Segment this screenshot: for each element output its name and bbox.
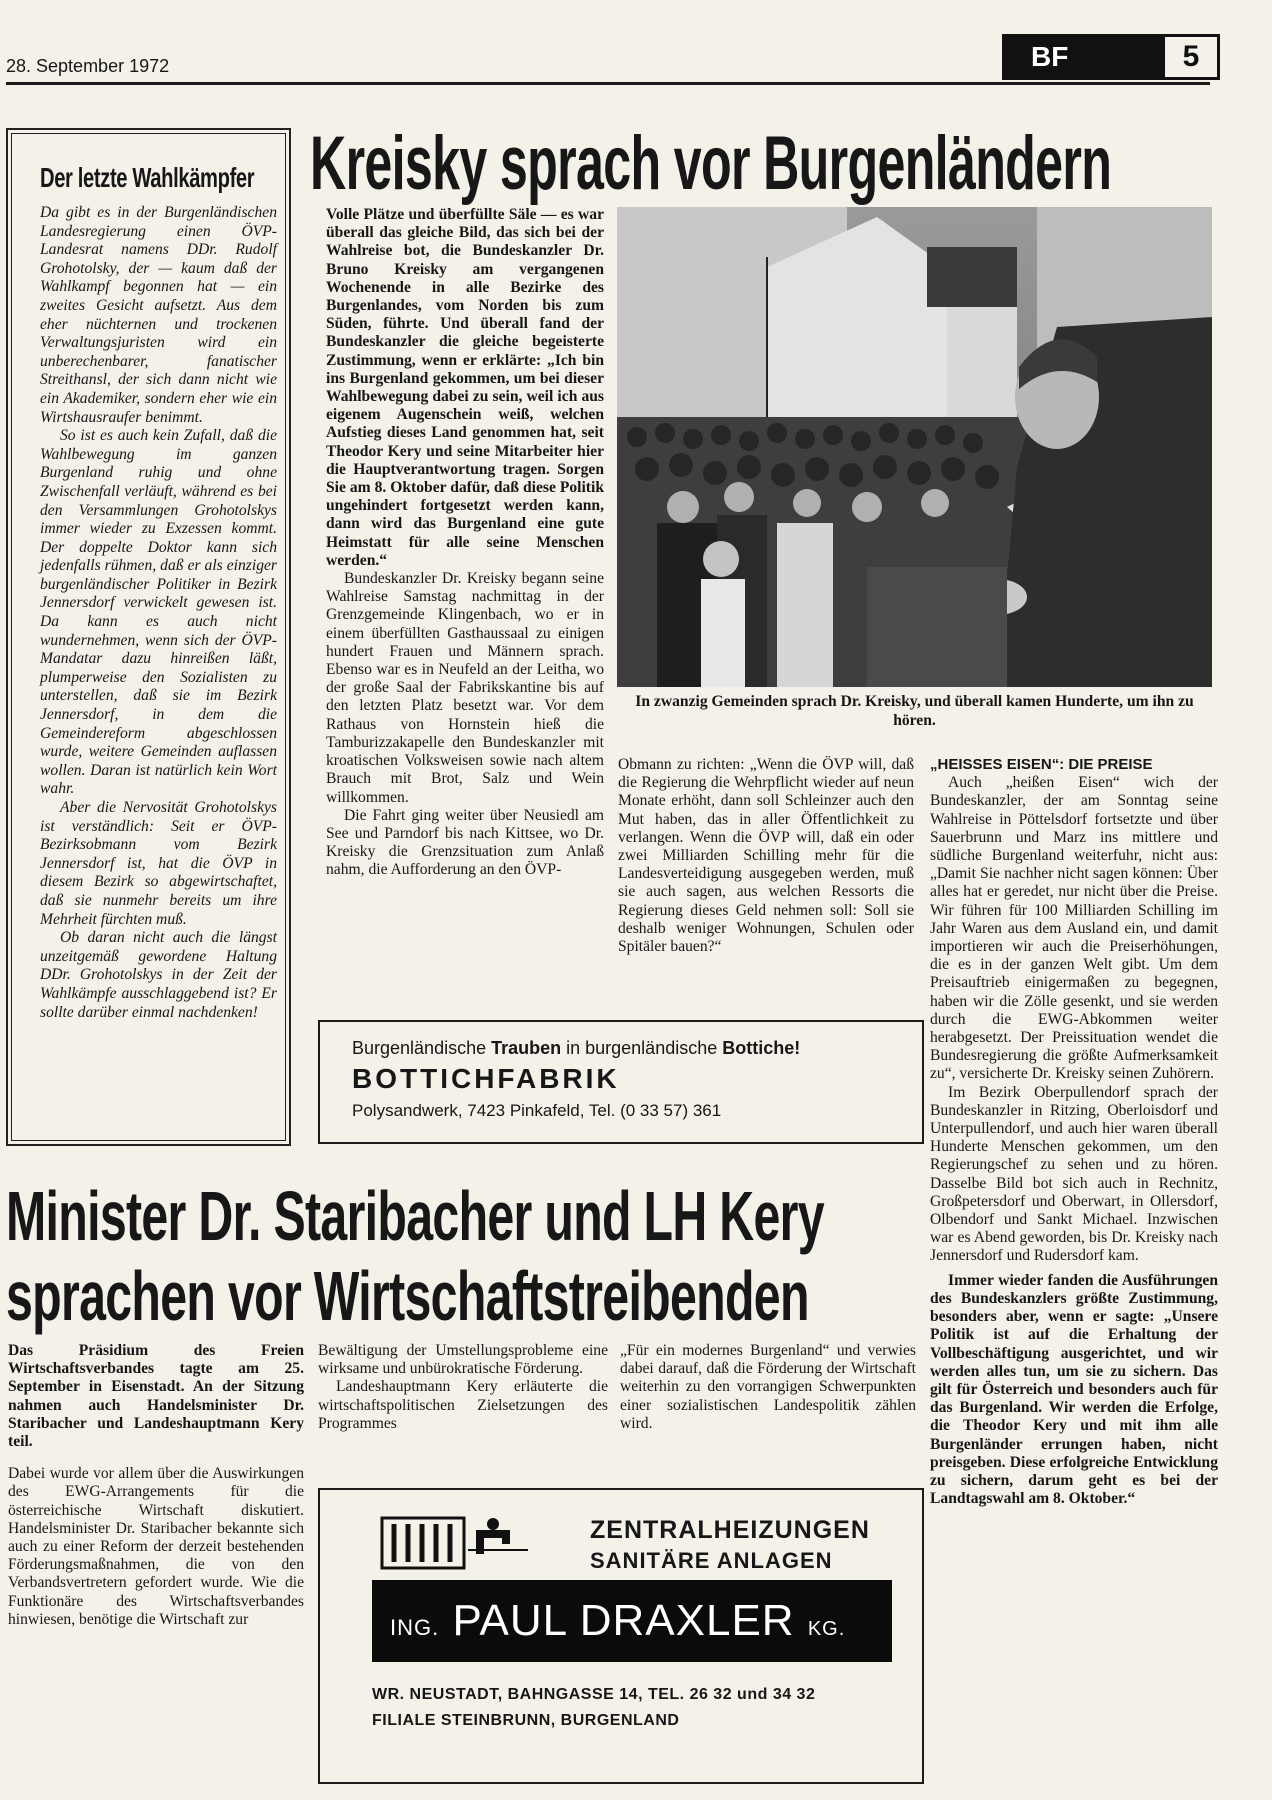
article2-paragraph: Dabei wurde vor allem über die Auswirkungen des EWG-Arrangements für die österreichische Wirtschaft diskutiert. Handelsminister Dr. Staribacher bekannte sich auch zu einer Reform der derzeit bestehenden Förderungsmaßnahmen, die von den Verbandsvertretern gefordert wurde. Wie die Funktionäre des Wirtschaftsverbandes hinwiesen, benötige die Wirtschaft zur (8, 1465, 304, 1628)
ad-address-branch: FILIALE STEINBRUNN, BURGENLAND (372, 1712, 680, 1729)
article2-paragraph: Bewältigung der Umstellungsprobleme eine wirksame und unbürokratische Förderung. (318, 1342, 608, 1378)
article-headline: Kreisky sprach vor Burgenländern (310, 121, 1112, 206)
section-label: BF (1031, 41, 1069, 72)
article2-column-3 (620, 1342, 916, 1433)
page-number: 5 (1162, 37, 1217, 77)
advertisement-draxler (318, 1488, 924, 1784)
ad-slogan-part: in burgenländische (561, 1038, 723, 1058)
ad-name-prefix: ING. (390, 1615, 440, 1640)
advertisement-bottichfabrik (318, 1020, 924, 1144)
issue-date: 28. September 1972 (6, 56, 170, 76)
commentary-paragraph: Da gibt es in der Burgenländischen Landesregierung einen ÖVP-Landesrat namens DDr. Rudolf Grohotolsky, der — kaum daß der Wahlkampf begonnen hat — ein zweites Gesicht aufsetzt. Aus dem eher nüchternen und trockenen Verwaltungsjuristen wird ein unberechenbarer, fanatischer Streithansl, der sich dann nicht wie ein Akademiker, sondern eher wie ein Wirtshausraufer benimmt. (40, 204, 277, 426)
article-lead: Volle Plätze und überfüllte Säle — es war überall das gleiche Bild, das sich bei der Wahlreise bot, die Bundeskanzler Dr. Bruno Kreisky am vergangenen Wochenende in alle Bezirke des Burgenlandes, vom Norden bis zum Süden, führte. Und überall fand der Bundeskanzler die gleiche begeisterte Zustimmung, wenn er erklärte: „Ich bin ins Burgenland gekommen, um bei dieser Wahlbewegung dabei zu sein, weil ich aus eigenem Augenschein weiß, welchen Aufstieg dieses Land genommen hat, seit Theodor Kery und seine Mitarbeiter hier die Hauptverantwortung tragen. Sorgen Sie am 8. Oktober dafür, daß diese Politik ungehindert fortgesetzt werden kann, dann wird das Burgenland eine gute Heimstatt für alle seine Menschen werden.“ (326, 206, 604, 569)
ad-line-heating: ZENTRALHEIZUNGEN (590, 1516, 870, 1544)
article2-paragraph: Landeshauptmann Kery erläuterte die wirtschaftspolitischen Zielsetzungen des Programmes (318, 1378, 608, 1432)
ad-name-main: PAUL DRAXLER (452, 1596, 795, 1645)
article2-headline (6, 1176, 824, 1336)
header-rule (6, 82, 1210, 85)
article-column-3 (930, 756, 1218, 1508)
commentary-paragraph: Aber die Nervosität Grohotolskys ist verständlich: Seit er ÖVP-Bezirksobmann vom Bezirk Jennersdorf ist, hat die ÖVP in diesem Bezirk so abgewirtschaftet, daß sie nunmehr bereits um ihre Mehrheit fürchten muß. (40, 799, 277, 928)
article-subheading: „HEISSES EISEN“: DIE PREISE (930, 756, 1153, 773)
article2-column-1 (8, 1342, 304, 1629)
page-marker (1002, 34, 1220, 80)
article2-paragraph: „Für ein modernes Burgenland“ und verwies dabei darauf, daß die Förderung der Wirtschaft weiterhin zu den vorrangigen Schwerpunkten einer sozialistischen Landespolitik zählen wird. (620, 1342, 916, 1432)
article2-column-2 (318, 1342, 608, 1433)
article2-lead: Das Präsidium des Freien Wirtschaftsverbandes tagte am 25. September in Eisenstadt. An der Sitzung nahmen auch Handelsminister Dr. Staribacher und Landeshauptmann Kery teil. (8, 1342, 304, 1451)
ad-slogan-part: Bottiche! (722, 1038, 801, 1058)
article-paragraph: Bundeskanzler Dr. Kreisky begann seine Wahlreise Samstag nachmittag in der Grenzgemeinde Klingenbach, wo er in einem überfüllten Gasthaussaal zu einigen hundert Frauen und Männern sprach. Ebenso war es in Neufeld an der Leitha, wo der große Saal der Fabrikskantine bis auf den letzten Platz besetzt war. Vor dem Rathaus von Hornstein hieß die Tamburizzakapelle den Bundeskanzler mit kroatischen Volksweisen sowie nach altem Brauch mit Brot, Salz und Wein willkommen. (326, 570, 604, 806)
commentary-box (6, 128, 291, 1146)
article-paragraph: Auch „heißen Eisen“ wich der Bundeskanzler, der am Sonntag seine Wahlreise in Pöttelsdorf fortsetzte und über Sauerbrunn und Marz ins mittlere und südliche Burgenland weiterfuhr, nicht aus: „Damit Sie nachher nicht sagen können: Über alles hat er geredet, nur nicht über die Preise. Wir führen für 100 Milliarden Schilling im Jahr Waren aus dem Ausland ein, und damit importieren wir auch die Preiserhöhungen, die es in der ganzen Welt gibt. Um dem Preisauftrieb einigermaßen zu begegnen, haben wir die Zölle gesenkt, und sie werden durch die EWG-Abkommen weiter herabgesetzt. Der Preissituation wendet die Bundesregierung die größte Aufmerksamkeit zu“, versicherte Dr. Kreisky seinen Zuhörern. (930, 774, 1218, 1083)
ad-line-sanitary: SANITÄRE ANLAGEN (590, 1548, 833, 1573)
commentary-text (40, 204, 277, 1022)
ad-company-name (390, 1596, 845, 1646)
article-paragraph: Obmann zu richten: „Wenn die ÖVP will, daß die Regierung die Wehrpflicht wieder auf neun Monate erhöht, dann soll Schleinzer auch den Mut haben, das in aller Öffentlichkeit zu verlangen. Wenn die ÖVP will, daß ein oder zwei Milliarden Schilling mehr für die Landesverteidigung ausgegeben werden, muß sie auch sagen, aus welchen Ressorts die Regierung dieses Geld nehmen soll: Soll sie deshalb weniger Wohnungen, Schulen oder Spitäler bauen?“ (618, 756, 914, 956)
ad-name-bar (372, 1580, 892, 1662)
article2-headline-line: Minister Dr. Staribacher und LH Kery (6, 1177, 824, 1255)
press-photo (617, 207, 1212, 687)
ad-address-main: WR. NEUSTADT, BAHNGASSE 14, TEL. 26 32 und 34 32 (372, 1686, 816, 1703)
ad-slogan-part: Burgenländische (352, 1038, 492, 1058)
crowd-photo-image (617, 207, 1212, 687)
article-paragraph: Die Fahrt ging weiter über Neusiedl am See und Parndorf bis nach Kittsee, wo Dr. Kreisky die Grenzsituation zum Anlaß nahm, die Aufforderung an den ÖVP- (326, 806, 604, 879)
photo-caption: In zwanzig Gemeinden sprach Dr. Kreisky, und überall kamen Hunderte, um ihn zu hören. (635, 693, 1194, 729)
commentary-title: Der letzte Wahlkämpfer (40, 162, 255, 193)
article-closing: Immer wieder fanden die Ausführungen des Bundeskanzlers größte Zustimmung, besonders aber, wenn er sagte: „Unsere Politik ist auf die Erhaltung der Vollbeschäftigung ausgerichtet, und wir werden alles tun, um sie zu sichern. Das gilt für Österreich und besonders auch für das Burgenland. Wir werden die Erfolge, die Theodor Kery und mit ihm alle Burgenländer errungen haben, nicht preisgeben. Diese erfolgreiche Entwicklung zu sichern, darum geht es bei der Landtagswahl am 8. Oktober.“ (930, 1271, 1218, 1508)
article2-headline-line: sprachen vor Wirtschaftstreibenden (6, 1257, 809, 1335)
article-column-2 (618, 756, 914, 956)
ad-name-suffix: KG. (807, 1618, 846, 1640)
ad-slogan-part: Trauben (491, 1038, 562, 1058)
commentary-paragraph: Ob daran nicht auch die längst unzeitgemäß gewordene Haltung DDr. Grohotolskys in der Zeit der Wahlkämpfe ausschlaggebend ist? Er sollte darüber einmal nachdenken! (40, 929, 277, 1021)
ad-slogan (352, 1038, 922, 1059)
ad-address: Polysandwerk, 7423 Pinkafeld, Tel. (0 33 57) 361 (352, 1101, 722, 1120)
radiator-faucet-logo-icon (380, 1510, 530, 1576)
commentary-paragraph: So ist es auch kein Zufall, daß die Wahlbewegung im ganzen Burgenland ruhig und ohne Zwischenfall verläuft, während es bei den Versammlungen Grohotolskys immer wieder zu Exzessen kommt. Der doppelte Doktor kann sich jedenfalls rühmen, daß er als einziger burgenländischer Politiker in Bezirk Jennersdorf verwickelt gewesen ist. Da kann es auch nicht wundernehmen, wenn sich der ÖVP-Mandatar dazu hinreißen läßt, plumperweise den Sozialisten zu unterstellen, daß sie im Bezirk Jennersdorf, in dem die Gemeindereform abgeschlossen wurde, weitere Gemeinden auflassen wollen. Daran ist natürlich kein Wort wahr. (40, 427, 277, 798)
ad-company-name: BOTTICHFABRIK (352, 1063, 620, 1094)
article-paragraph: Im Bezirk Oberpullendorf sprach der Bundeskanzler in Ritzing, Oberloisdorf und Unterpullendorf, und auch hier waren überall Hunderte Menschen gekommen, um den Regierungschef zu sehen und zu hören. Dasselbe Bild bot sich auch in Rechnitz, Großpetersdorf und Oberwart, in Ollersdorf, Olbendorf und Sankt Michael. Inzwischen war es Abend geworden, bis Dr. Kreisky nach Jennersdorf und Rudersdorf kam. (930, 1083, 1218, 1265)
article-column-1 (326, 206, 604, 880)
